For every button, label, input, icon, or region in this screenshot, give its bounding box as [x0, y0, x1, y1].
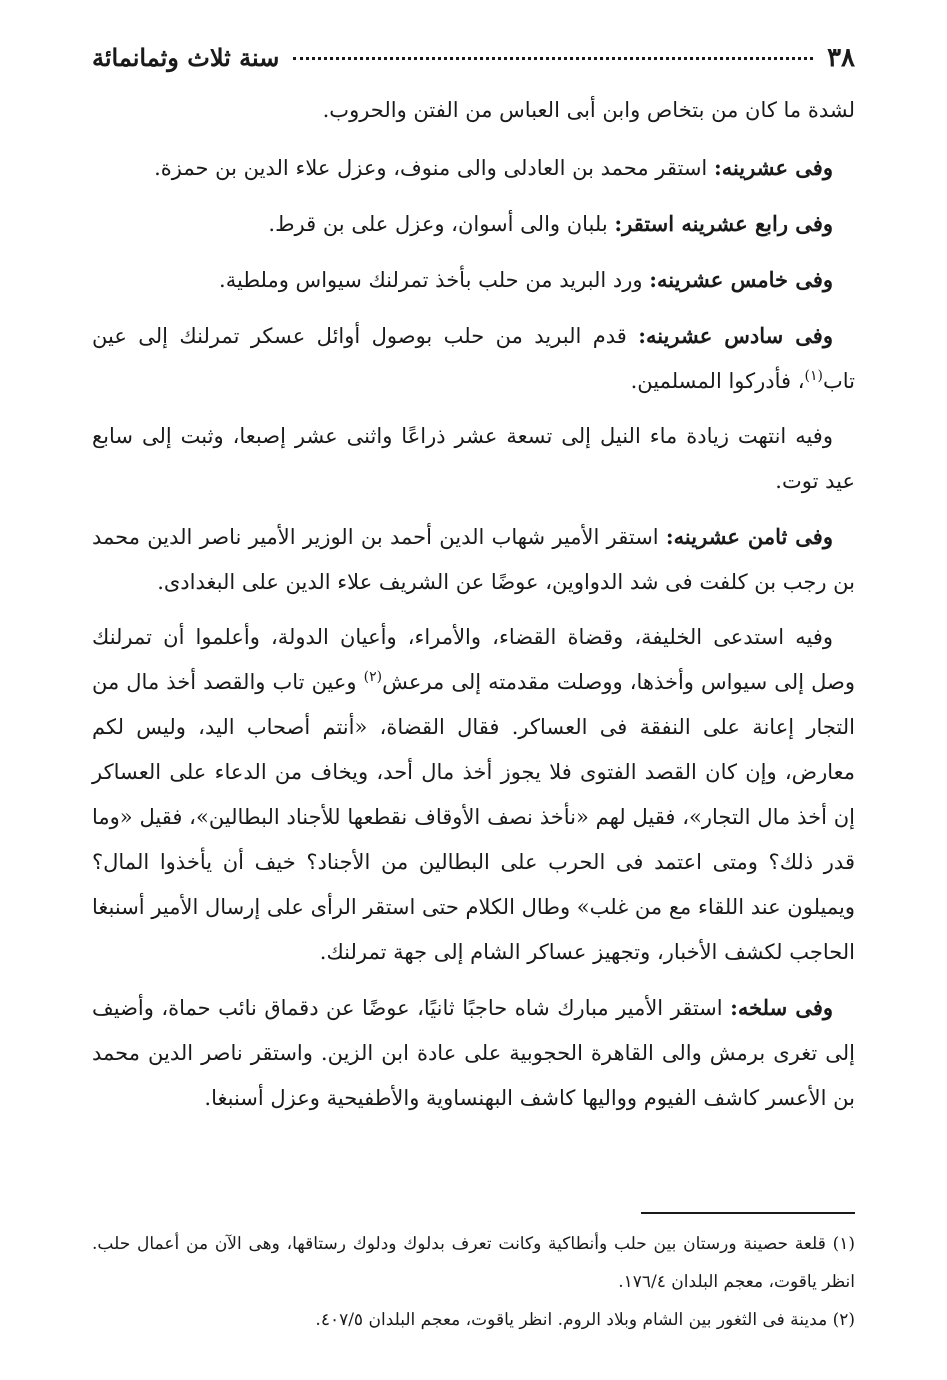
paragraph-text: استقر الأمير مبارك شاه حاجبًا ثانيًا، عوضًا عن دقماق نائب حماة، وأضيف إلى تغرى برمش والى القاهرة الحجوبية على عادة ابن الزين. واستقر ناصر الدين محمد بن الأعسر كاشف الفيوم وواليها كاشف البهنساوية والأطفيحية وعزل أسنبغا. — [92, 996, 855, 1110]
paragraph-entry — [92, 414, 855, 504]
paragraph-text: لشدة ما كان من بتخاص وابن أبى العباس من الفتن والحروب. — [322, 98, 855, 122]
paragraph-entry — [92, 615, 855, 975]
footnote-ref-1[interactable]: (١) — [804, 368, 823, 384]
paragraph-text: وفيه انتهت زيادة ماء النيل إلى تسعة عشر ذراعًا واثنى عشر إصبعا، وثبت إلى سابع عيد توت. — [92, 424, 855, 493]
paragraph-text: وعين تاب والقصد أخذ مال من التجار إعانة على النفقة فى العساكر. فقال القضاة، «أنتم أصحاب اليد، وليس لكم معارض، وإن كان القصد الفتوى فلا يجوز أخذ مال أحد، ويخاف من الدعاء على العساكر إن أخذ مال التجار»، فقيل لهم «نأخذ نصف الأوقاف نقطعها للأجناد البطالين»، فقيل «وما قدر ذلك؟ ومتى اعتمد فى الحرب على البطالين من الأجناد؟ خيف أن يأخذوا المال؟ ويميلون عند اللقاء مع من غلب» وطال الكلام حتى استقر الرأى على إرسال الأمير أسنبغا الحاجب لكشف الأخبار، وتجهيز عساكر الشام إلى جهة تمرلنك. — [92, 670, 855, 964]
paragraph-entry — [92, 313, 855, 404]
footnotes-divider — [641, 1212, 855, 1214]
running-title: سنة ثلاث وثمانمائة — [92, 43, 280, 72]
paragraph-text: استقر محمد بن العادلى والى منوف، وعزل علاء الدين بن حمزة. — [154, 156, 714, 180]
paragraph-lead: وفى خامس عشرينه: — [649, 267, 833, 292]
paragraph-continued — [92, 88, 855, 133]
paragraph-text: قدم البريد من حلب بوصول أوائل عسكر تمرلنك إلى عين تاب — [92, 324, 855, 393]
paragraph-entry — [92, 985, 855, 1121]
paragraph-lead: وفى رابع عشرينه استقر: — [614, 211, 833, 236]
paragraph-entry — [92, 145, 855, 191]
page-number: ٣٨ — [827, 43, 855, 73]
paragraph-lead: وفى ثامن عشرينه: — [665, 524, 833, 549]
body-text — [92, 88, 855, 1121]
paragraph-lead: وفى عشرينه: — [713, 155, 833, 180]
paragraph-text: ورد البريد من حلب بأخذ تمرلنك سيواس وملطية. — [219, 268, 650, 292]
footnote-2: (٢) مدينة فى الثغور بين الشام وبلاد الروم. انظر ياقوت، معجم البلدان ٤٠٧/٥. — [315, 1310, 855, 1330]
paragraph-entry — [92, 257, 855, 303]
header-leader-dots — [293, 57, 813, 60]
footnote-1: (١) قلعة حصينة ورستان بين حلب وأنطاكية وكانت تعرف بدلوك ودلوك رستاقها، وهى الآن من أعمال حلب. انظر ياقوت، معجم البلدان ١٧٦/٤. — [92, 1234, 855, 1292]
paragraph-text: بلبان والى أسوان، وعزل على بن قرط. — [268, 212, 615, 236]
paragraph-entry — [92, 514, 855, 605]
paragraph-lead: وفى سلخه: — [730, 995, 834, 1020]
paragraph-lead: وفى سادس عشرينه: — [638, 323, 833, 348]
running-header — [92, 40, 855, 80]
footnotes — [92, 1225, 855, 1339]
footnote-ref-2[interactable]: (٢) — [363, 669, 383, 685]
paragraph-text: وفيه استدعى الخليفة، وقضاة القضاء، والأمراء، وأعيان الدولة، وأعلموا أن تمرلنك وصل إلى سيواس وأخذها، ووصلت مقدمته إلى مرعش — [92, 625, 855, 694]
paragraph-text: ، فأدركوا المسلمين. — [630, 369, 805, 393]
paragraph-text: استقر الأمير شهاب الدين أحمد بن الوزير الأمير ناصر الدين محمد بن رجب بن كلفت فى شد الدواوين، عوضًا عن الشريف علاء الدين على البغدادى. — [92, 525, 855, 594]
paragraph-entry — [92, 201, 855, 247]
